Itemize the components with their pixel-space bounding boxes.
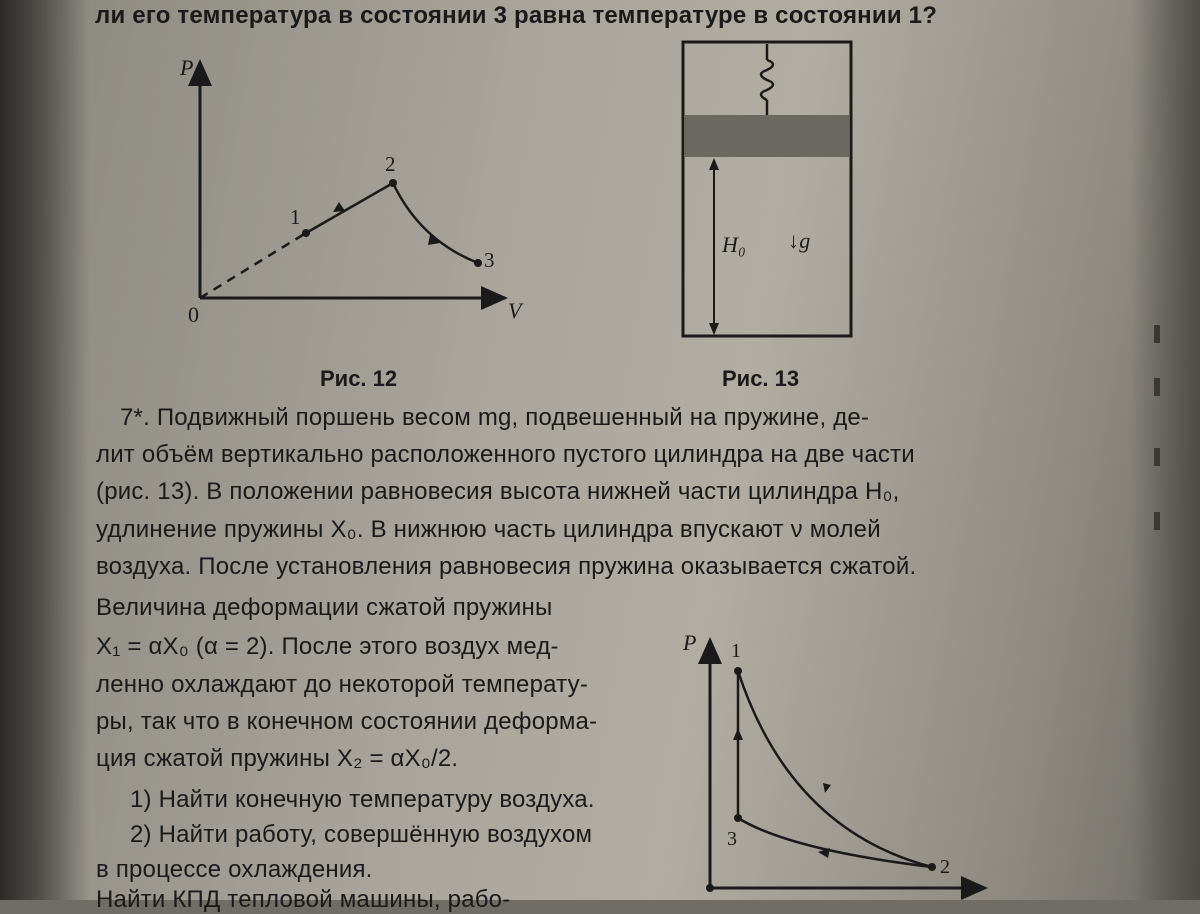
problem-line-13: в процессе охлаждения. — [96, 856, 373, 883]
problem-line-10: ция сжатой пружины X₂ = αX₀/2. — [96, 745, 459, 772]
fig14-point-3 — [734, 814, 742, 822]
fig14-label-2: 2 — [940, 856, 951, 878]
top-line: ли его температура в состоянии 3 равна температуре в состоянии 1? — [95, 2, 938, 29]
margin-mark — [1154, 512, 1160, 530]
margin-mark — [1154, 378, 1160, 396]
process-1-2 — [738, 671, 932, 867]
h0-label: H₀ — [722, 232, 746, 257]
fig12-label-3: 3 — [484, 248, 495, 272]
fig12-axis-v: V — [508, 298, 522, 323]
fig14-axis-p: P — [683, 630, 697, 655]
problem-line-5: воздуха. После установления равновесия пружина оказывается сжатой. — [96, 553, 917, 580]
g-label: ↓g⃗ — [788, 228, 828, 253]
fig14-point-1 — [734, 667, 742, 675]
fig12-label-2: 2 — [385, 152, 396, 176]
fig14-label-1: 1 — [731, 640, 742, 662]
problem-line-6: Величина деформации сжатой пружины — [96, 594, 553, 621]
fig13-caption: Рис. 13 — [722, 366, 800, 391]
fig14-label-3: 3 — [727, 828, 738, 850]
margin-mark — [1154, 448, 1160, 466]
fig14-point-2 — [928, 863, 936, 871]
margin-mark — [1154, 325, 1160, 343]
problem-line-4: удлинение пружины X₀. В нижнюю часть цилиндра впускают ν молей — [96, 516, 881, 543]
problem-line-9: ры, так что в конечном состоянии деформа- — [96, 708, 598, 735]
process-2-3 — [738, 818, 932, 867]
fig12-origin: 0 — [188, 302, 200, 327]
fig12-axis-p: P — [180, 55, 194, 80]
cut-line: Найти КПД тепловой машины, рабо- — [96, 886, 511, 913]
fig12-caption: Рис. 12 — [320, 366, 398, 391]
problem-line-2: лит объём вертикально расположенного пустого цилиндра на две части — [96, 441, 915, 468]
question-1: 1) Найти конечную температуру воздуха. — [130, 786, 595, 813]
fig12-label-1: 1 — [290, 205, 301, 229]
problem-line-8: ленно охлаждают до некоторой температу- — [96, 671, 589, 698]
question-2: 2) Найти работу, совершённую воздухом — [130, 821, 593, 848]
problem-line-1: 7*. Подвижный поршень весом mg, подвешенный на пружине, де- — [120, 404, 870, 431]
problem-line-7: X₁ = αX₀ (α = 2). После этого воздух мед- — [96, 633, 559, 660]
problem-line-3: (рис. 13). В положении равновесия высота нижней части цилиндра H₀, — [96, 478, 900, 505]
